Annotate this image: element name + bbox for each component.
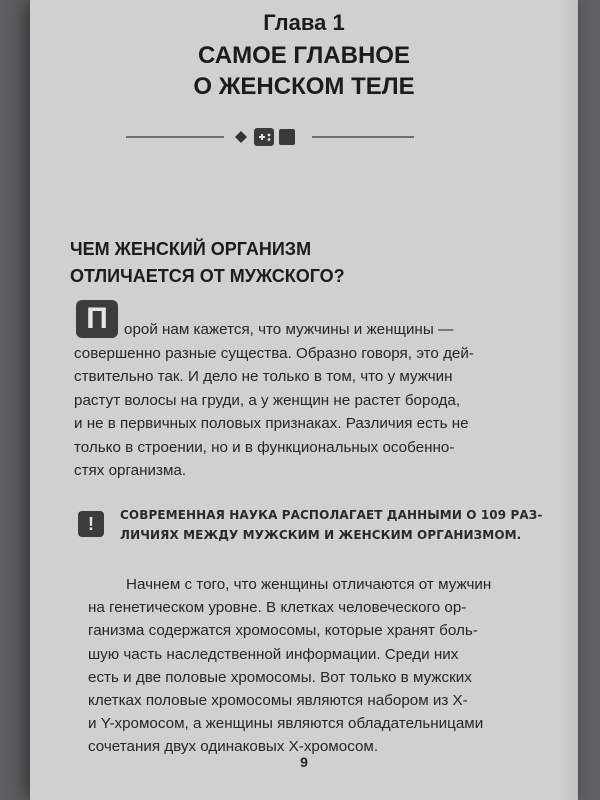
callout-line: ЛИЧИЯХ МЕЖДУ МУЖСКИМ И ЖЕНСКИМ ОРГАНИЗМОМ. [120, 528, 522, 542]
callout-line: СОВРЕМЕННАЯ НАУКА РАСПОЛАГАЕТ ДАННЫМИ О 109 РАЗ- [120, 508, 543, 522]
body-paragraph-2 [88, 573, 548, 759]
paragraph-line: растут волосы на груди, а у женщин не растет борода, [74, 391, 461, 409]
paragraph-line: ствительно так. И дело не только в том, что у мужчин [74, 368, 453, 385]
body-paragraph-1 [74, 318, 524, 483]
paragraph-line: только в строении, но и в функциональных особенно- [74, 438, 455, 456]
paragraph-line: Начнем с того, что женщины отличаются от мужчин [126, 576, 492, 593]
page-number: 9 [300, 754, 308, 770]
chapter-title [30, 40, 578, 102]
section-heading [70, 236, 470, 290]
gamepad-icon [254, 128, 274, 146]
paragraph-line: стях организма. [74, 462, 187, 479]
book-page [30, 0, 578, 800]
exclamation-icon: ! [78, 511, 104, 537]
chapter-title-line: О ЖЕНСКОМ ТЕЛЕ [193, 73, 415, 100]
paragraph-line: орой нам кажется, что мужчины и женщины — [124, 321, 454, 338]
paragraph-line: клетках половые хромосомы являются набором из X- [88, 692, 468, 710]
paragraph-line: и не в первичных половых признаках. Различия есть не [74, 415, 469, 432]
page-edge-shadow [560, 0, 578, 800]
paragraph-line: сочетания двух одинаковых X-хромосом. [88, 738, 379, 756]
chapter-title-line: САМОЕ ГЛАВНОЕ [198, 42, 410, 69]
square-icon [279, 129, 295, 145]
paragraph-line: шую часть наследственной информации. Среди них [88, 645, 459, 663]
paragraph-line: ганизма содержатся хромосомы, которые хранят боль- [88, 622, 478, 640]
chapter-label: Глава 1 [263, 10, 345, 35]
paragraph-line: совершенно разные существа. Образно говоря, это дей- [74, 344, 474, 362]
paragraph-line: на генетическом уровне. В клетках человеческого ор- [88, 599, 467, 617]
paragraph-line: и Y-хромосом, а женщины являются обладательницами [88, 715, 484, 733]
paragraph-line: есть и две половые хромосомы. Вот только в мужских [88, 668, 472, 686]
callout-note [120, 505, 543, 545]
section-heading-line: ОТЛИЧАЕТСЯ ОТ МУЖСКОГО? [70, 266, 345, 286]
chapter-ornament [30, 125, 578, 149]
drop-cap-letter: П [76, 300, 118, 338]
diamond-icon [235, 131, 247, 143]
section-heading-line: ЧЕМ ЖЕНСКИЙ ОРГАНИЗМ [70, 239, 312, 259]
